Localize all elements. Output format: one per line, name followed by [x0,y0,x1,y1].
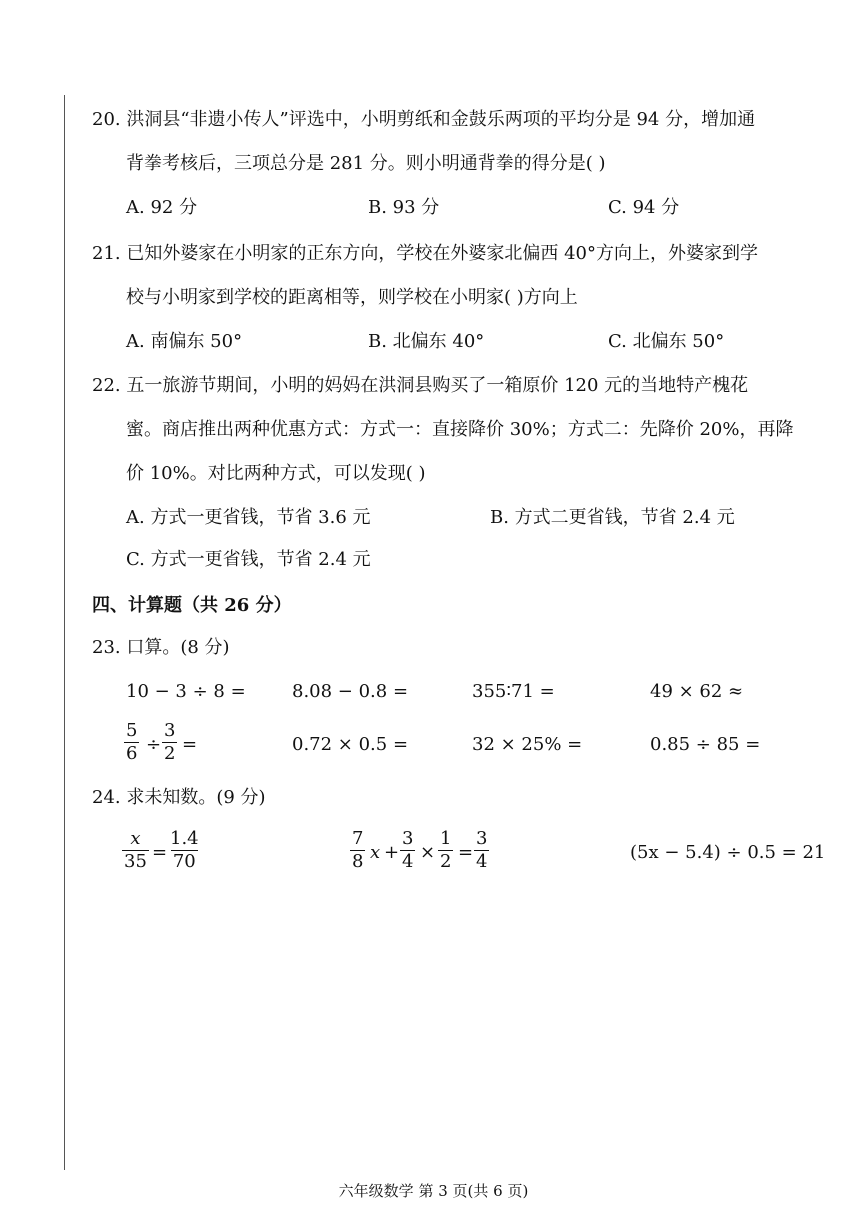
q22-line1: 22. 五一旅游节期间，小明的妈妈在洪洞县购买了一箱原价 120 元的当地特产槐花 [92,375,749,396]
q24-eq2-fraction-7-8: $\frac{7}{8}$ [352,828,364,872]
q24-eq1-left-fraction: $\frac{x}{35}$ [124,828,147,872]
q20-line2: 背拳考核后，三项总分是 281 分。则小明通背拳的得分是( ) [126,153,606,174]
q21-line2: 校与小明家到学校的距离相等，则学校在小明家( )方向上 [126,287,578,308]
q22-line3: 价 10%。对比两种方式，可以发现( ) [126,463,426,484]
q24-eq2-times: × [420,842,436,863]
q24-eq1-right-fraction: $\frac{1.4}{70}$ [170,828,199,872]
q23-item-3: 355∶71 = [472,681,555,702]
q21-option-c: C. 北偏东 50° [608,331,725,352]
q21-line1: 21. 已知外婆家在小明家的正东方向，学校在外婆家北偏西 40°方向上，外婆家到学 [92,243,758,264]
q20-option-c: C. 94 分 [608,197,680,218]
q23-title: 23. 口算。(8 分) [92,637,230,658]
q22-option-a: A. 方式一更省钱，节省 3.6 元 [126,507,371,528]
q24-eq2-plus: + [384,842,400,863]
q24-eq2-fraction-1-2: $\frac{1}{2}$ [440,828,452,872]
q23-fraction-3-2: $\frac{3}{2}$ [164,720,176,764]
q20-option-b: B. 93 分 [368,197,440,218]
q21-option-a: A. 南偏东 50° [126,331,243,352]
q23-fraction-5-6: $\frac{5}{6}$ [126,720,138,764]
q24-eq2-variable-x: x [370,842,381,863]
q23-item-8: 0.85 ÷ 85 = [650,734,761,755]
q20-line1: 20. 洪洞县“非遗小传人”评选中，小明剪纸和金鼓乐两项的平均分是 94 分，增加通 [92,109,756,130]
q23-item-2: 8.08 − 0.8 = [292,681,409,702]
q23-item-6: 0.72 × 0.5 = [292,734,409,755]
q24-eq1-equals: = [152,842,168,863]
q22-option-c: C. 方式一更省钱，节省 2.4 元 [126,549,371,570]
section-title-calculation: 四、计算题（共 26 分） [92,595,292,616]
q24-eq2-equals: = [458,842,474,863]
q24-title: 24. 求未知数。(9 分) [92,787,266,808]
q22-line2: 蜜。商店推出两种优惠方式：方式一：直接降价 30%；方式二：先降价 20%，再降 [126,419,794,440]
q23-item-4: 49 × 62 ≈ [650,681,744,702]
q23-divide-sign: ÷ [146,734,162,755]
q23-item-7: 32 × 25% = [472,734,583,755]
page-footer: 六年级数学 第 3 页(共 6 页) [338,1182,529,1200]
q23-equals: = [182,734,198,755]
q24-eq2-fraction-3-4: $\frac{3}{4}$ [402,828,414,872]
q22-option-b: B. 方式二更省钱，节省 2.4 元 [490,507,735,528]
q24-eq2-fraction-3-4-result: $\frac{3}{4}$ [476,828,488,872]
q21-option-b: B. 北偏东 40° [368,331,485,352]
q23-item-1: 10 − 3 ÷ 8 = [126,681,246,702]
q20-option-a: A. 92 分 [126,197,198,218]
binding-margin-line [64,95,65,1170]
q24-eq3: (5x − 5.4) ÷ 0.5 = 21 [630,842,826,863]
